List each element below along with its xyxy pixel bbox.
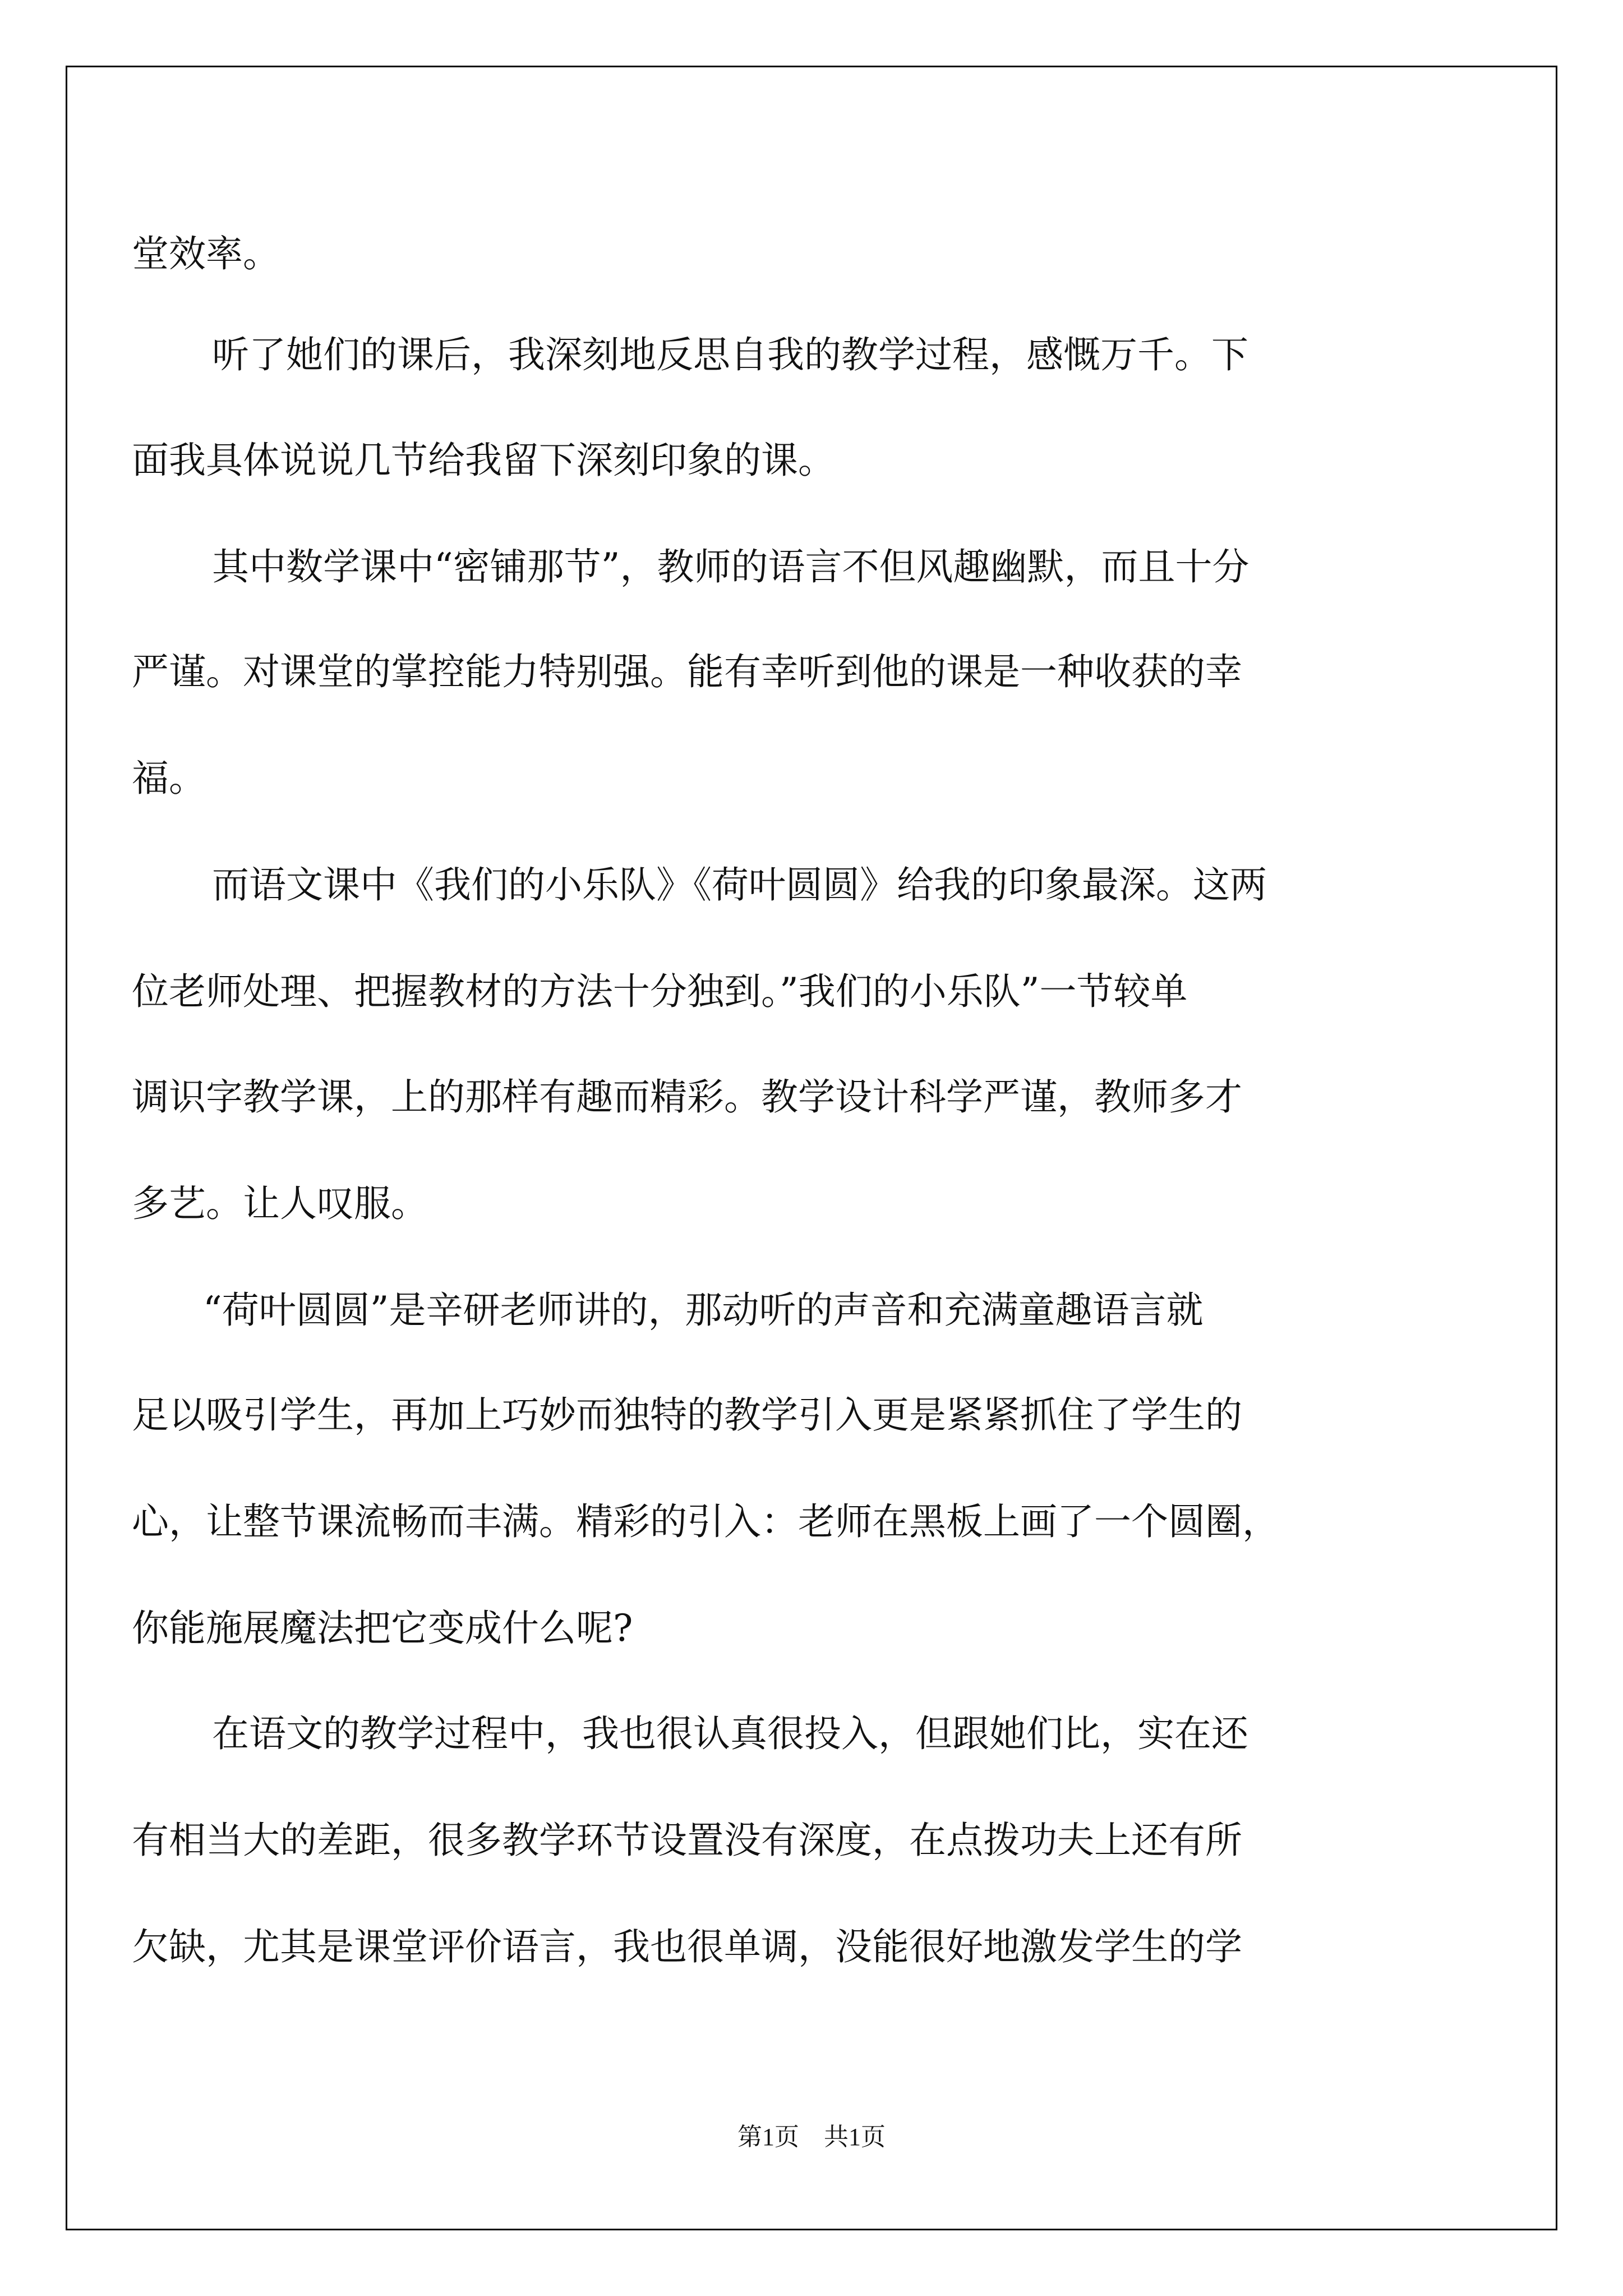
page-border bbox=[66, 66, 1557, 2230]
text-line: 在语文的教学过程中，我也很认真很投入，但跟她们比，实在还 bbox=[212, 1712, 1248, 1755]
text-line: 有相当大的差距，很多教学环节设置没有深度，在点拨功夫上还有所 bbox=[132, 1819, 1242, 1862]
text-line: 调识字教学课，上的那样有趣而精彩。教学设计科学严谨，教师多才 bbox=[132, 1075, 1242, 1119]
text-line: 多艺。让人叹服。 bbox=[132, 1182, 428, 1225]
text-line: 你能施展魔法把它变成什么呢? bbox=[132, 1607, 633, 1650]
text-line: 听了她们的课后，我深刻地反思自我的教学过程，感慨万千。下 bbox=[212, 333, 1248, 376]
page-footer: 第1页 共1页 bbox=[737, 2123, 886, 2151]
text-line: 足以吸引学生，再加上巧妙而独特的教学引入更是紧紧抓住了学生的 bbox=[132, 1393, 1242, 1437]
text-line: 堂效率。 bbox=[132, 232, 280, 275]
text-line: 位老师处理、把握教材的方法十分独到。”我们的小乐队”一节较单 bbox=[132, 970, 1188, 1013]
text-line: 面我具体说说几节给我留下深刻印象的课。 bbox=[132, 439, 835, 482]
text-line: “荷叶圆圆”是辛研老师讲的，那动听的声音和充满童趣语言就 bbox=[203, 1289, 1204, 1332]
text-line: 其中数学课中“密铺那节”，教师的语言不但风趣幽默，而且十分 bbox=[212, 545, 1249, 588]
text-line: 心，让整节课流畅而丰满。精彩的引入：老师在黑板上画了一个圆圈， bbox=[132, 1500, 1279, 1543]
text-line: 而语文课中《我们的小乐队》《荷叶圆圆》给我的印象最深。这两 bbox=[212, 863, 1267, 907]
text-line: 严谨。对课堂的掌控能力特别强。能有幸听到他的课是一种收获的幸 bbox=[132, 650, 1242, 693]
text-line: 欠缺，尤其是课堂评价语言，我也很单调，没能很好地激发学生的学 bbox=[132, 1925, 1242, 1968]
text-line: 福。 bbox=[132, 757, 206, 800]
